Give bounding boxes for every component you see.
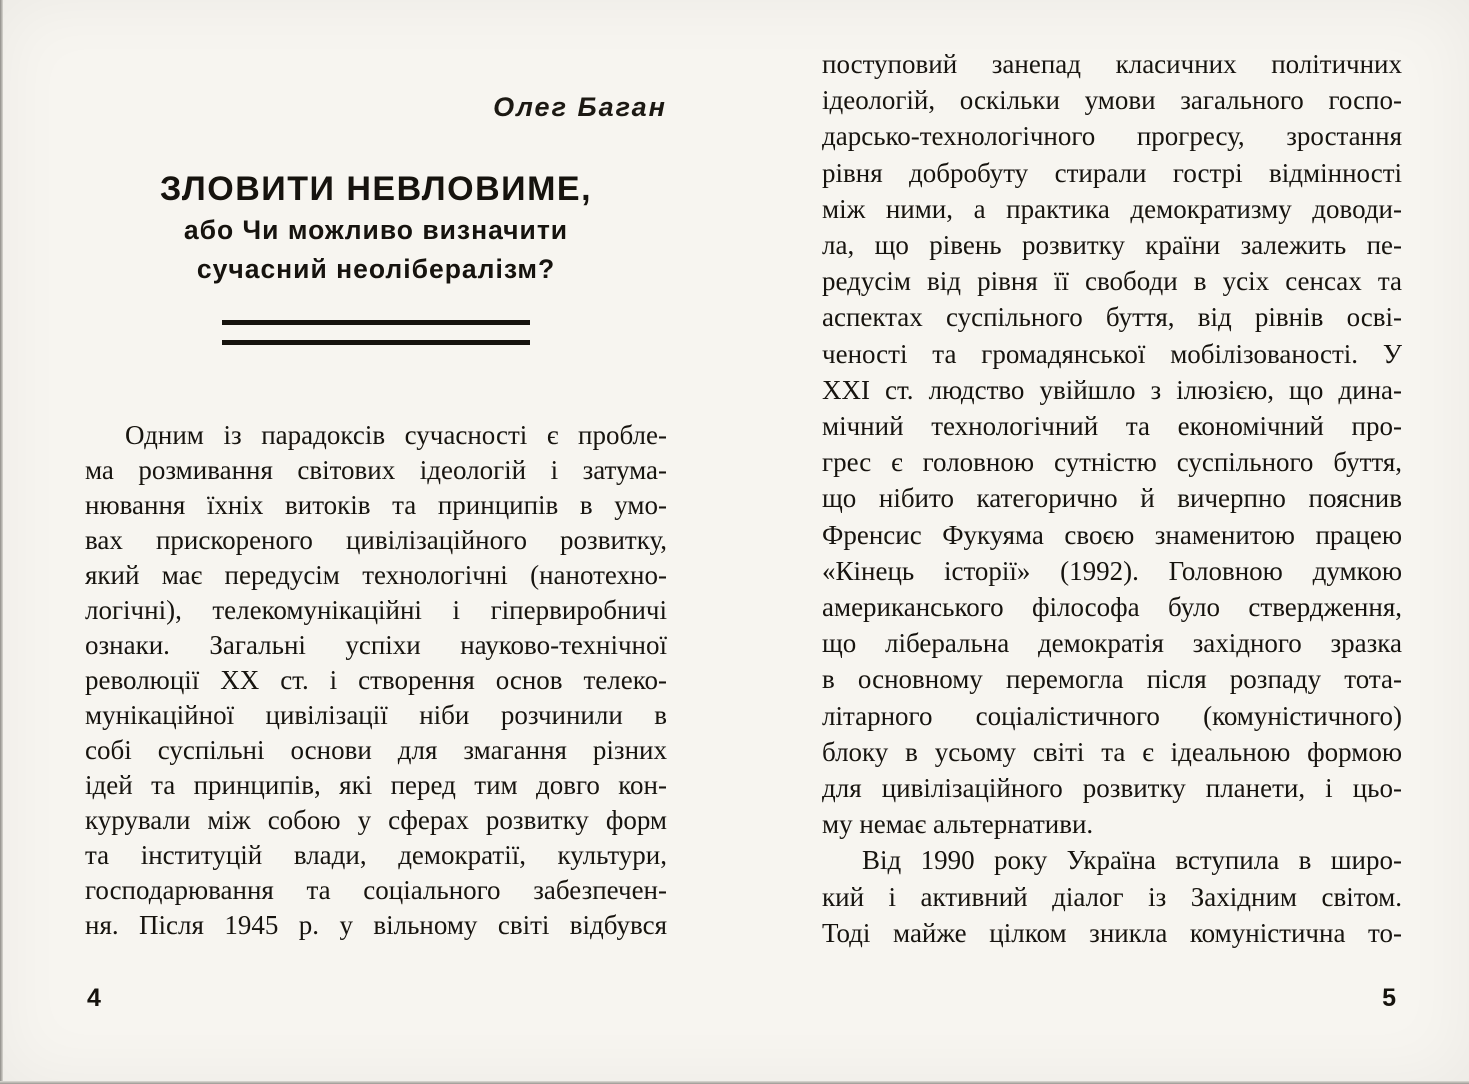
text-line: господарювання та соціального забезпечен- bbox=[85, 875, 667, 905]
left-page bbox=[85, 0, 667, 1084]
text-line: ма розмивання світових ідеологій і затума- bbox=[85, 455, 667, 485]
text-line: Френсис Фукуяма своєю знаменитою працею bbox=[822, 519, 1402, 550]
text-line: ла, що рівень розвитку країни залежить пе- bbox=[822, 230, 1402, 261]
text-line: ня. Після 1945 р. у вільному світі відбувся bbox=[85, 910, 667, 940]
text-line: що ліберальна демократія західного зразка bbox=[822, 628, 1402, 659]
text-line: ознаки. Загальні успіхи науково-технічної bbox=[85, 630, 667, 660]
text-line: грес є головною сутністю суспільного буття, bbox=[822, 447, 1402, 478]
text-line: американського філософа було ствердження, bbox=[822, 592, 1402, 623]
text-line: ідей та принципів, які перед тим довго кон- bbox=[85, 770, 667, 800]
chapter-title-sub-line-1: або Чи можливо визначити bbox=[183, 214, 569, 245]
double-rule-separator bbox=[222, 320, 530, 345]
text-line: нювання їхніх витоків та принципів в умо- bbox=[85, 490, 667, 520]
text-line: Тоді майже цілком зникла комуністична то- bbox=[822, 917, 1402, 948]
right-page-body-text bbox=[822, 46, 1402, 951]
author-name: Олег Баган bbox=[493, 92, 667, 122]
text-line: для цивілізаційного розвитку планети, і цьо- bbox=[822, 773, 1402, 804]
text-line: собі суспільні основи для змагання різних bbox=[85, 735, 667, 765]
text-line: мунікаційної цивілізації ніби розчинили в bbox=[85, 700, 667, 730]
text-line: дарсько-технологічного прогресу, зростання bbox=[822, 121, 1402, 152]
text-line: логічні), телекомунікаційні і гіпервиробничі bbox=[85, 595, 667, 625]
text-line: аспектах суспільного буття, від рівнів осві- bbox=[822, 302, 1402, 333]
text-line: та інституцій влади, демократії, культури, bbox=[85, 840, 667, 870]
text-line: блоку в усьому світі та є ідеальною формою bbox=[822, 736, 1402, 767]
chapter-title-sub-line-2: сучасний неолібералізм? bbox=[196, 254, 556, 285]
text-line: ченості та громадянської мобілізованості. У bbox=[822, 338, 1402, 369]
paragraph bbox=[85, 418, 667, 943]
text-line: поступовий занепад класичних політичних bbox=[822, 49, 1402, 79]
paragraph bbox=[822, 46, 1402, 842]
text-line: літарного соціалістичного (комуністичного) bbox=[822, 700, 1402, 731]
text-line: редусім від рівня її свободи в усіх сенсах та bbox=[822, 266, 1402, 297]
text-line: «Кінець історії» (1992). Головною думкою bbox=[822, 555, 1402, 586]
scan-edge-left bbox=[0, 0, 3, 1084]
text-line: ідеологій, оскільки умови загального госпо- bbox=[822, 85, 1402, 116]
text-line: му немає альтернативи. bbox=[822, 809, 1094, 840]
chapter-title bbox=[85, 168, 667, 290]
text-line: XXI ст. людство увійшло з ілюзією, що дина- bbox=[822, 374, 1402, 405]
text-line: який має передусім технологічні (нанотехно- bbox=[85, 560, 667, 590]
text-line: курували між собою у сферах розвитку форм bbox=[85, 805, 667, 835]
left-page-body-text bbox=[85, 418, 667, 943]
page-number-right: 5 bbox=[1382, 984, 1396, 1012]
text-line: що нібито категорично й вичерпно пояснив bbox=[822, 483, 1402, 514]
page-number-left: 4 bbox=[87, 984, 101, 1012]
text-line: вах прискореного цивілізаційного розвитку, bbox=[85, 525, 667, 555]
text-line: революції XX ст. і створення основ телеко- bbox=[85, 665, 667, 695]
chapter-title-main: ЗЛОВИТИ НЕВЛОВИМЕ, bbox=[159, 170, 593, 208]
text-line: Одним із парадоксів сучасності є пробле- bbox=[125, 420, 667, 450]
text-line: Від 1990 року Україна вступила в широ- bbox=[862, 845, 1402, 876]
paragraph bbox=[822, 842, 1402, 951]
text-line: в основному перемогла після розпаду тота- bbox=[822, 664, 1402, 695]
text-line: рівня добробуту стирали гострі відмінності bbox=[822, 157, 1402, 188]
text-line: між ними, а практика демократизму доводи- bbox=[822, 193, 1402, 224]
right-page bbox=[822, 0, 1402, 1084]
text-line: мічний технологічний та економічний про- bbox=[822, 411, 1402, 442]
text-line: кий і активний діалог із Західним світом. bbox=[822, 881, 1402, 912]
